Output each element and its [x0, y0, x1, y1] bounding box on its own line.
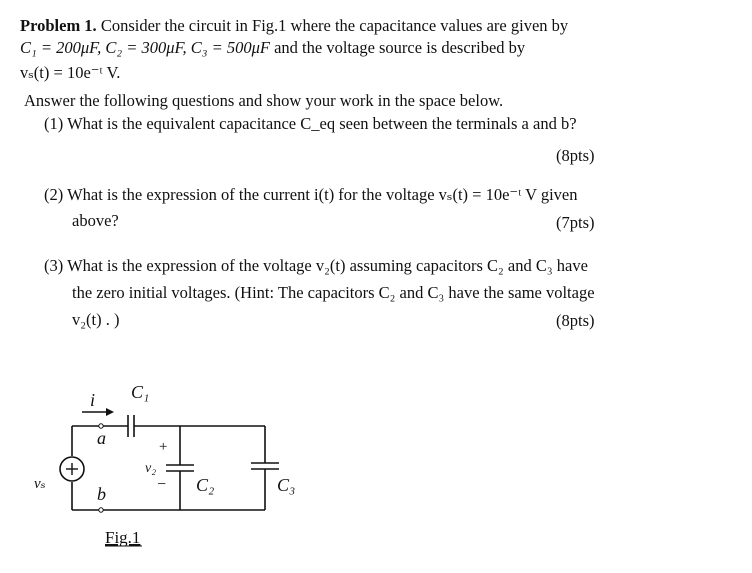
question-3-points: (8pts) — [556, 311, 595, 330]
label-v2: v₂ — [145, 461, 157, 476]
question-2-points: (7pts) — [556, 213, 595, 232]
label-a: a — [97, 428, 106, 448]
intro-text-1: Consider the circuit in Fig.1 where the capacitance values are given by — [100, 16, 569, 35]
current-arrow-head — [106, 408, 114, 416]
vs-definition: vₛ(t) = 10e⁻ᵗ V. — [20, 63, 121, 82]
question-3-text-2: the zero initial voltages. (Hint: The capacitors C₂ and C₃ have the same voltage — [72, 283, 595, 302]
question-3-text-3: v₂(t) . ) — [72, 310, 120, 329]
label-i: i — [90, 390, 96, 410]
problem-heading: Problem 1. — [20, 16, 97, 35]
question-1-text: (1) What is the equivalent capacitance C_eq seen between the terminals a and b? — [44, 114, 577, 133]
question-1-points: (8pts) — [556, 146, 595, 165]
label-minus: − — [157, 476, 167, 493]
capacitance-values: C₁ = 200μF, C₂ = 300μF, C₃ = 500μF — [20, 38, 270, 57]
label-c2: C₂ — [196, 475, 215, 495]
label-c1: C₁ — [131, 382, 150, 402]
label-b: b — [97, 484, 106, 504]
terminal-b-dot — [99, 508, 103, 512]
question-2-text-2: above? — [72, 211, 119, 230]
question-3-text-1: (3) What is the expression of the voltage v₂(t) assuming capacitors C₂ and C₃ have — [44, 256, 588, 275]
instructions-text: Answer the following questions and show your work in the space below. — [24, 91, 504, 110]
label-c3: C₃ — [277, 475, 296, 495]
label-plus: + — [159, 439, 168, 455]
intro-text-2: and the voltage source is described by — [274, 38, 526, 57]
question-2-text-1: (2) What is the expression of the current i(t) for the voltage vₛ(t) = 10e⁻ᵗ V given — [44, 185, 578, 204]
figure-caption: Fig.1 — [105, 528, 141, 547]
label-vs: vₛ — [34, 476, 46, 492]
